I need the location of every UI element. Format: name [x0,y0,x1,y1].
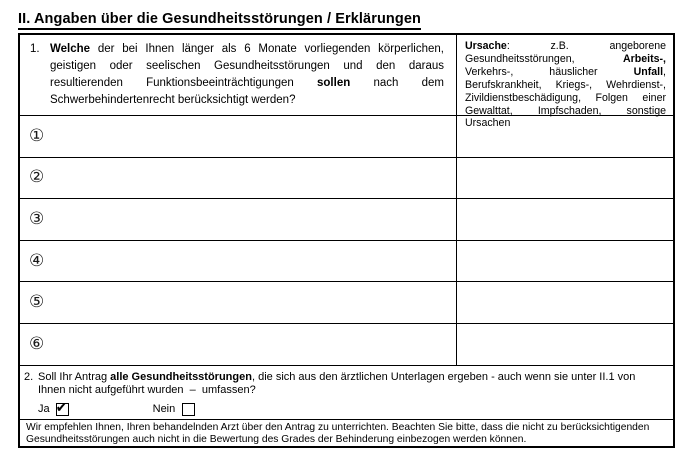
row-4-disorder-field[interactable] [20,241,457,282]
nein-checkbox[interactable] [182,403,195,416]
question-1-cell [20,35,457,115]
ja-checkbox[interactable] [55,399,69,416]
table-row [20,116,673,158]
nein-label: Nein [152,403,176,416]
advice-note: Wir empfehlen Ihnen, Ihren behandelnden Arzt über den Antrag zu unterrichten. Beachten Sie bitte, dass die nicht zu berücksichtigenden Gesundheitsstörungen auch nicht in die Bewertung des Grades der Behinderung einbezogen werden können. [26,421,650,446]
row-4-ursache-field[interactable] [457,241,673,282]
table-row [20,158,673,200]
ursache-bold-label: Ursache [465,40,507,52]
row-3-ursache-field[interactable] [457,199,673,240]
ursache-text-part1: : z.B. angeborene Gesundheitsstörungen, [465,40,666,65]
ursache-info-cell [457,35,673,130]
ursache-text-part2: Verkehrs-, häuslicher [465,65,634,78]
question-2-bold: alle Gesundheitsstörungen [110,370,252,383]
circled-6-icon: ⑥ [29,333,45,354]
row-2-ursache-field[interactable] [457,158,673,199]
row-5-disorder-field[interactable] [20,282,457,323]
question-2-body [38,371,665,398]
question-1-text-part2: nach dem Schwerbehindertenrecht berücksichtigt werden? [50,77,444,106]
question-2-number: 2. [24,370,34,383]
question-2-text-part2: , die sich aus den ärztlichen Unterlagen ergeben - auch wenn sie unter II.1 von Ihnen nicht aufgeführt wurden – umfassen? [38,370,636,397]
header-row [20,35,673,130]
question-1-bold-sollen: sollen [317,77,351,89]
question-1-bold-welche: Welche [50,43,91,55]
check-icon: ✔ [55,399,68,416]
question-2-text [24,371,665,398]
question-2-section [20,366,673,420]
row-6-disorder-field[interactable] [20,324,457,365]
ursache-text-part3: , Berufskrankheit, Kriegs-, Wehrdienst-, Zivildienstbeschädigung, Folgen einer Gewalttat, Impfschaden, sonstige Ursachen [465,65,666,130]
circled-4-icon: ④ [29,250,45,271]
question-2-text-part1: Soll Ihr Antrag [38,370,111,383]
section-title: II. Angaben über die Gesundheitsstörungen / Erklärungen [18,11,421,30]
ursache-bold-arbeits: Arbeits-, [623,52,666,65]
table-row [20,241,673,283]
question-1-text-part1: der bei Ihnen länger als 6 Monate vorliegenden körperlichen, geistigen oder seelischen Gesundheitsstörungen und den daraus resultierenden Funktionsbeeinträchtigungen [50,43,444,89]
row-6-ursache-field[interactable] [457,324,673,365]
question-1-number: 1. [30,43,40,55]
row-5-ursache-field[interactable] [457,282,673,323]
row-1-disorder-field[interactable] [20,116,457,157]
answer-checkbox-row [38,399,665,416]
circled-3-icon: ③ [29,208,45,229]
ja-label: Ja [38,403,50,416]
circled-5-icon: ⑤ [29,292,45,313]
question-1-text [50,41,444,115]
table-row [20,282,673,324]
ursache-bold-unfall: Unfall [633,65,664,78]
circled-1-icon: ① [29,125,45,146]
table-row [20,199,673,241]
row-3-disorder-field[interactable] [20,199,457,240]
table-row [20,324,673,366]
row-1-ursache-field[interactable] [457,116,673,157]
row-2-disorder-field[interactable] [20,158,457,199]
circled-2-icon: ② [29,167,45,188]
health-disorders-table [18,33,675,448]
